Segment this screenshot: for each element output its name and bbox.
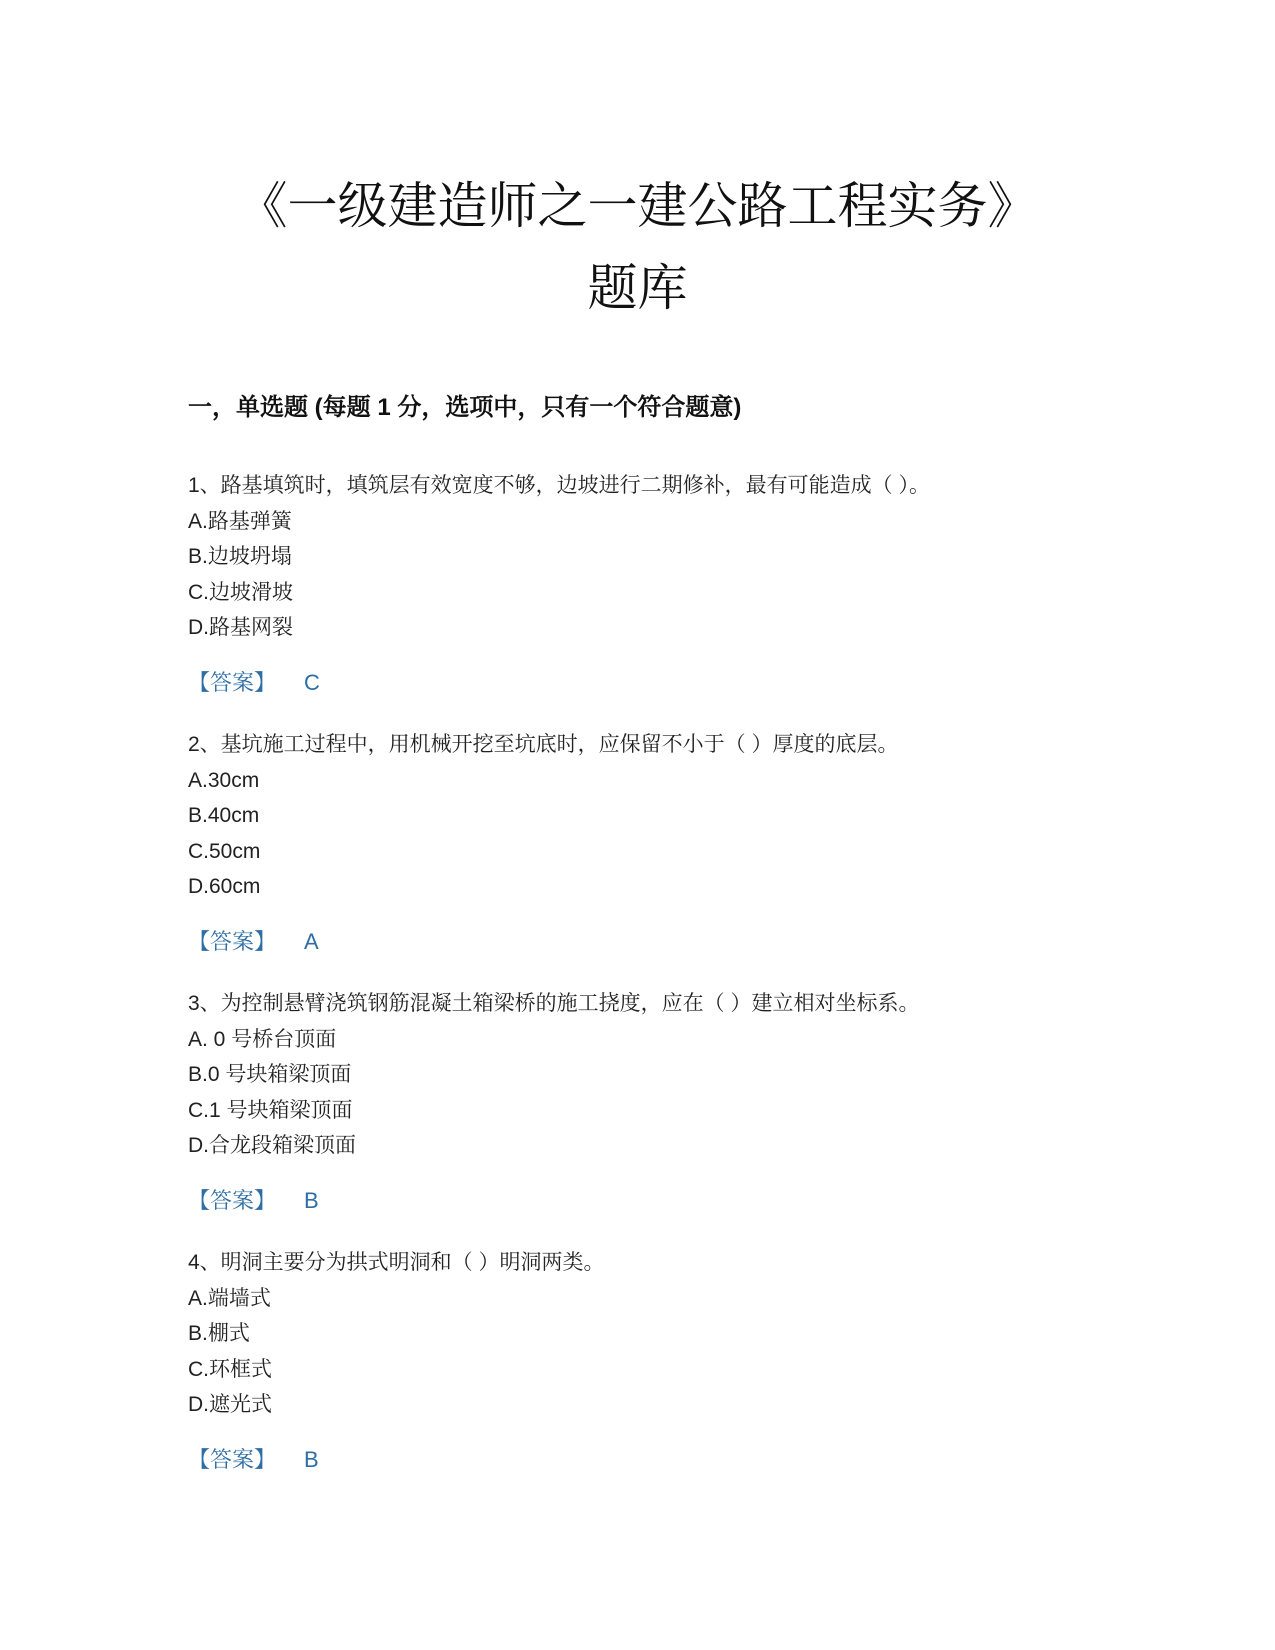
- answer-label: 【答案】: [188, 669, 277, 695]
- option-b: B.0 号块箱梁顶面: [188, 1063, 352, 1086]
- option-c: C.环框式: [188, 1357, 272, 1381]
- answer-label: 【答案】: [188, 1446, 277, 1472]
- option-c: C.1 号块箱梁顶面: [188, 1098, 353, 1122]
- option-a: A.30cm: [188, 768, 260, 792]
- option-b: B.40cm: [188, 804, 260, 827]
- question-stem: 1、路基填筑时，填筑层有效宽度不够，边坡进行二期修补，最有可能造成（ ）。: [188, 474, 931, 497]
- question-stem: 3、为控制悬臂浇筑钢筋混凝土箱梁桥的施工挠度，应在（ ）建立相对坐标系。: [188, 992, 920, 1015]
- section-heading: 一，单选题 (每题 1 分，选项中，只有一个符合题意): [188, 394, 742, 421]
- option-c: C.50cm: [188, 839, 261, 863]
- document-title: 《一级建造师之一建公路工程实务》: [237, 177, 1038, 235]
- answer-value: B: [304, 1187, 319, 1213]
- question-2: [188, 727, 1088, 958]
- answer-value: B: [304, 1446, 319, 1472]
- answer-label: 【答案】: [188, 928, 277, 954]
- option-a: A. 0 号桥台顶面: [188, 1027, 337, 1051]
- answer-value: A: [304, 928, 319, 954]
- option-c: C.边坡滑坡: [188, 580, 293, 604]
- document-title-continued: 题库: [587, 259, 688, 317]
- option-d: D.路基网裂: [188, 616, 293, 639]
- answer-label: 【答案】: [188, 1187, 277, 1213]
- answer-line: [188, 667, 1088, 699]
- option-a: A.路基弹簧: [188, 509, 292, 533]
- answer-line: [188, 1444, 1088, 1476]
- answer-line: [188, 1185, 1088, 1217]
- question-1: [188, 468, 1088, 699]
- option-d: D.60cm: [188, 875, 261, 898]
- question-3: [188, 986, 1088, 1217]
- question-stem: 4、明洞主要分为拱式明洞和（ ）明洞两类。: [188, 1251, 605, 1274]
- option-b: B.边坡坍塌: [188, 545, 292, 568]
- option-b: B.棚式: [188, 1322, 250, 1345]
- question-4: [188, 1245, 1088, 1476]
- option-d: D.合龙段箱梁顶面: [188, 1134, 356, 1157]
- answer-line: [188, 926, 1088, 958]
- question-stem: 2、基坑施工过程中，用机械开挖至坑底时，应保留不小于（ ）厚度的底层。: [188, 733, 899, 756]
- option-a: A.端墙式: [188, 1286, 271, 1310]
- answer-value: C: [304, 669, 320, 695]
- option-d: D.遮光式: [188, 1393, 272, 1416]
